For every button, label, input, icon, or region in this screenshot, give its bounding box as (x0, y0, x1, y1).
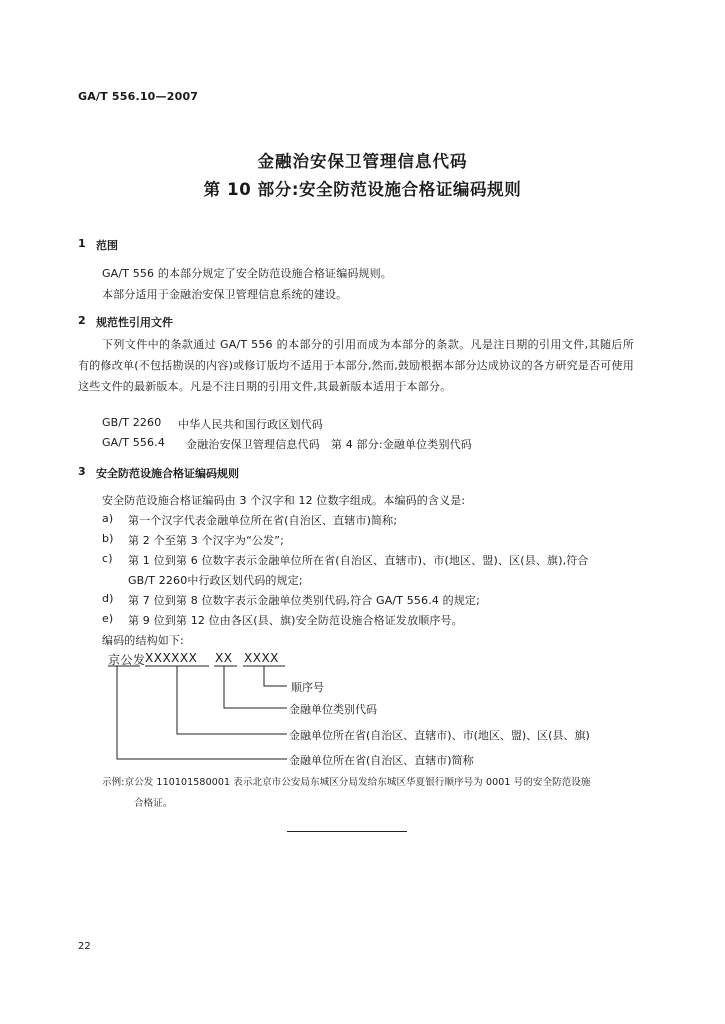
section2-number: 2 (78, 314, 86, 327)
section1-line2: 本部分适用于金融治安保卫管理信息系统的建设。 (102, 288, 348, 301)
ref2-code: GA/T 556.4 (102, 436, 165, 449)
ref2-title: 金融治安保卫管理信息代码 第 4 部分:金融单位类别代码 (186, 438, 472, 451)
document-title-line2: 第 10 部分:安全防范设施合格证编码规则 (203, 180, 522, 199)
section1-line1: GA/T 556 的本部分规定了安全防范设施合格证编码规则。 (102, 267, 392, 280)
standard-number: GA/T 556.10—2007 (78, 90, 199, 103)
list-item-label: a) (102, 512, 114, 525)
list-item-label: d) (102, 592, 114, 605)
list-item-label: b) (102, 532, 114, 545)
section2-paragraph: 下列文件中的条款通过 GA/T 556 的本部分的引用而成为本部分的条款。凡是注日期的引用文件,其随后所有的修改单(不包括勘误的内容)或修订版均不适用于本部分,然而,鼓励根据本部分达成协议的各方研究是否可使用这些文件的最新版本。凡是不注日期的引用文件,其最新版本适用于本部分。 (78, 338, 634, 393)
leader-category (224, 666, 287, 708)
ref1-title: 中华人民共和国行政区划代码 (178, 418, 323, 431)
example-line1: 示例:京公发 110101580001 表示北京市公安局东城区分局发给东城区华夏银行顺序号为 0001 号的安全防范设施 (102, 777, 591, 788)
section3-number: 3 (78, 465, 86, 478)
code-prefix: 京公发 (108, 653, 146, 667)
section1-heading: 范围 (96, 239, 118, 252)
list-item-text: 第 1 位到第 6 位数字表示金融单位所在省(自治区、直辖市)、市(地区、盟)、区(县、旗),符合 (128, 554, 589, 567)
section1-number: 1 (78, 237, 86, 250)
label-province: 金融单位所在省(自治区、直辖市)简称 (289, 754, 474, 767)
list-item-text: 第 9 位到第 12 位由各区(县、旗)安全防范设施合格证发放顺序号。 (128, 614, 463, 627)
example-line2: 合格证。 (134, 798, 173, 809)
label-category: 金融单位类别代码 (289, 703, 377, 716)
code-category-digits: XX (215, 651, 233, 665)
list-item-text: 第 7 位到第 8 位数字表示金融单位类别代码,符合 GA/T 556.4 的规定; (128, 594, 480, 607)
ref1-code: GB/T 2260 (102, 416, 162, 429)
list-item-text: 第一个汉字代表金融单位所在省(自治区、直辖市)简称; (128, 514, 398, 527)
section3-heading: 安全防范设施合格证编码规则 (96, 467, 239, 480)
label-region: 金融单位所在省(自治区、直辖市)、市(地区、盟)、区(县、旗) (289, 729, 590, 742)
label-sequence: 顺序号 (291, 681, 324, 694)
document-title-line1: 金融治安保卫管理信息代码 (257, 152, 468, 171)
list-item-label: e) (102, 612, 114, 625)
list-item-text: 第 2 个至第 3 个汉字为“公发”; (128, 534, 284, 547)
leader-region (177, 666, 287, 734)
code-region-digits: XXXXXX (145, 651, 198, 665)
code-sequence-digits: XXXX (244, 651, 279, 665)
section2-heading: 规范性引用文件 (96, 316, 173, 329)
list-item-text-continued: GB/T 2260中行政区划代码的规定; (128, 574, 303, 587)
leader-sequence (264, 666, 287, 686)
section3-intro: 安全防范设施合格证编码由 3 个汉字和 12 位数字组成。本编码的含义是: (102, 494, 466, 507)
leader-province (117, 666, 287, 759)
structure-caption: 编码的结构如下: (102, 634, 184, 647)
end-rule (287, 831, 407, 832)
page-number: 22 (78, 941, 91, 952)
list-item-label: c) (102, 552, 113, 565)
